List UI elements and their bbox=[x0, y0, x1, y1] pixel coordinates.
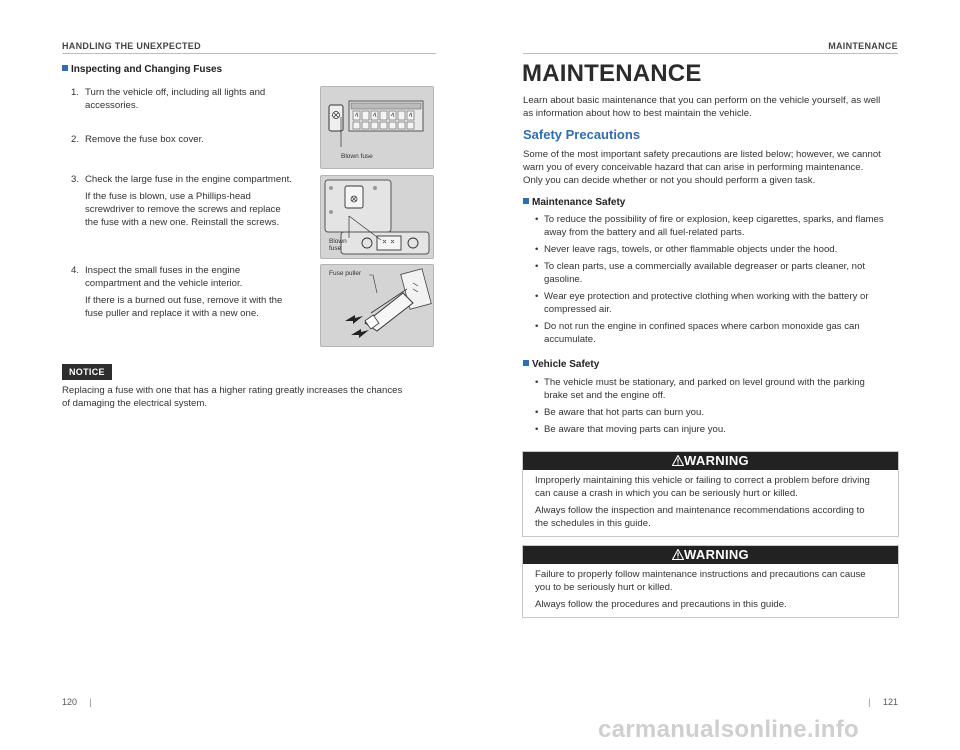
step-number: 4. bbox=[71, 265, 80, 276]
substep-line: If there is a burned out fuse, remove it with the bbox=[85, 295, 283, 306]
step-2 bbox=[71, 133, 311, 146]
safety-precautions-heading: Safety Precautions bbox=[523, 127, 641, 142]
step-number: 1. bbox=[71, 87, 80, 98]
list-item: • To clean parts, use a commercially available degreaser or parts cleaner, not gasoline. bbox=[523, 260, 903, 286]
safety-intro-paragraph bbox=[523, 148, 903, 187]
figure-large-fuse bbox=[320, 175, 434, 259]
fuse-box-illustration bbox=[321, 87, 433, 168]
left-page-header: HANDLING THE UNEXPECTED bbox=[62, 41, 201, 51]
left-page-number bbox=[62, 697, 92, 707]
notice-line: of damaging the electrical system. bbox=[62, 398, 208, 409]
substep-line: the fuse with a new one. Reinstall the screws. bbox=[85, 217, 280, 228]
page-title: MAINTENANCE bbox=[522, 60, 702, 87]
left-header-rule bbox=[62, 53, 436, 54]
step-text: Remove the fuse box cover. bbox=[85, 134, 204, 145]
right-page-number bbox=[868, 697, 898, 707]
substep-line: screwdriver to remove the screws and replace bbox=[85, 204, 281, 215]
section-square-icon bbox=[62, 65, 68, 71]
notice-badge: NOTICE bbox=[62, 364, 112, 380]
warning-label: WARNING bbox=[684, 453, 749, 468]
blown-fuse-label-2 bbox=[329, 238, 347, 252]
safety-intro-line: Some of the most important safety precautions are listed below; however, we cannot bbox=[523, 149, 881, 160]
blown-fuse-label: Blown fuse bbox=[341, 153, 373, 160]
warning-text: Failure to properly follow maintenance instructions and precautions can cause you to be seriously hurt or killed. Always follow the procedures and precautions in this guide. bbox=[535, 569, 866, 610]
intro-line: as information about how to best maintain the vehicle. bbox=[523, 108, 752, 119]
page-number-separator: | bbox=[868, 697, 871, 707]
vehicle-safety-list bbox=[523, 376, 903, 440]
step-text: Inspect the small fuses in the engine bbox=[85, 265, 241, 276]
warning-box-2 bbox=[522, 545, 899, 618]
list-item: • Be aware that moving parts can injure you. bbox=[523, 423, 903, 436]
maintenance-safety-list bbox=[523, 213, 903, 350]
maintenance-safety-heading bbox=[523, 197, 625, 208]
fuse-puller-label: Fuse puller bbox=[329, 270, 362, 277]
watermark: carmanualsonline.info bbox=[598, 716, 860, 743]
intro-line: Learn about basic maintenance that you can perform on the vehicle yourself, as well bbox=[523, 95, 881, 106]
safety-intro-line: Only you can decide whether or not you should perform a given task. bbox=[523, 175, 816, 186]
step-4-substep bbox=[71, 294, 316, 320]
warning-bar bbox=[523, 546, 898, 564]
section-square-icon bbox=[523, 360, 529, 366]
intro-paragraph bbox=[523, 94, 903, 120]
step-3-substep bbox=[71, 190, 316, 229]
notice-line: Replacing a fuse with one that has a higher rating greatly increases the chances bbox=[62, 385, 403, 396]
step-number: 3. bbox=[71, 174, 80, 185]
step-number: 2. bbox=[71, 134, 80, 145]
substep-line: fuse puller and replace it with a new one. bbox=[85, 308, 259, 319]
warning-triangle-icon bbox=[672, 549, 684, 560]
vehicle-safety-title: Vehicle Safety bbox=[532, 359, 600, 370]
step-4 bbox=[71, 264, 316, 320]
warning-label: WARNING bbox=[684, 547, 749, 562]
maintenance-safety-title: Maintenance Safety bbox=[532, 197, 626, 208]
list-item: • Do not run the engine in confined spaces where carbon monoxide gas can accumulate. bbox=[523, 320, 903, 346]
figure-fuse-puller bbox=[320, 264, 434, 347]
notice-text bbox=[62, 384, 442, 410]
step-text: Turn the vehicle off, including all lights and bbox=[85, 87, 266, 98]
section-title-fuses bbox=[62, 64, 222, 75]
step-1 bbox=[71, 86, 311, 112]
step-text: compartment and the vehicle interior. bbox=[85, 278, 243, 289]
right-page-header: MAINTENANCE bbox=[828, 41, 898, 51]
step-text: Check the large fuse in the engine compartment. bbox=[85, 174, 292, 185]
list-item: • The vehicle must be stationary, and parked on level ground with the parking brake set and the engine off. bbox=[523, 376, 903, 402]
substep-line: If the fuse is blown, use a Phillips-head bbox=[85, 191, 251, 202]
figure-fuse-box bbox=[320, 86, 434, 169]
label-line: fuse bbox=[329, 245, 342, 252]
page-number-text: 121 bbox=[882, 697, 898, 707]
warning-triangle-icon bbox=[672, 455, 684, 466]
label-line: Blown bbox=[329, 238, 347, 245]
page-number-text: 120 bbox=[62, 697, 78, 707]
right-header-rule bbox=[523, 53, 898, 54]
page-number-separator: | bbox=[89, 697, 92, 707]
list-item: • Never leave rags, towels, or other flammable objects under the hood. bbox=[523, 243, 903, 256]
fuse-puller-illustration bbox=[321, 265, 433, 346]
section-square-icon bbox=[523, 198, 529, 204]
safety-intro-line: warn you of every conceivable hazard that can arise in performing maintenance. bbox=[523, 162, 864, 173]
warning-bar bbox=[523, 452, 898, 470]
warning-text: Improperly maintaining this vehicle or failing to correct a problem before driving can cause a crash in which you can be seriously hurt or killed. Always follow the inspection and maintenance recommendations according to the schedules in this guide. bbox=[535, 475, 870, 529]
step-3 bbox=[71, 173, 316, 229]
step-text: accessories. bbox=[85, 100, 139, 111]
list-item: • Wear eye protection and protective clothing when working with the battery or compressed air. bbox=[523, 290, 903, 316]
list-item: • To reduce the possibility of fire or explosion, keep cigarettes, sparks, and flames away from the battery and all fuel-related parts. bbox=[523, 213, 903, 239]
vehicle-safety-heading bbox=[523, 359, 599, 370]
warning-box-1 bbox=[522, 451, 899, 537]
section-title-text: Inspecting and Changing Fuses bbox=[71, 64, 223, 75]
list-item: • Be aware that hot parts can burn you. bbox=[523, 406, 903, 419]
